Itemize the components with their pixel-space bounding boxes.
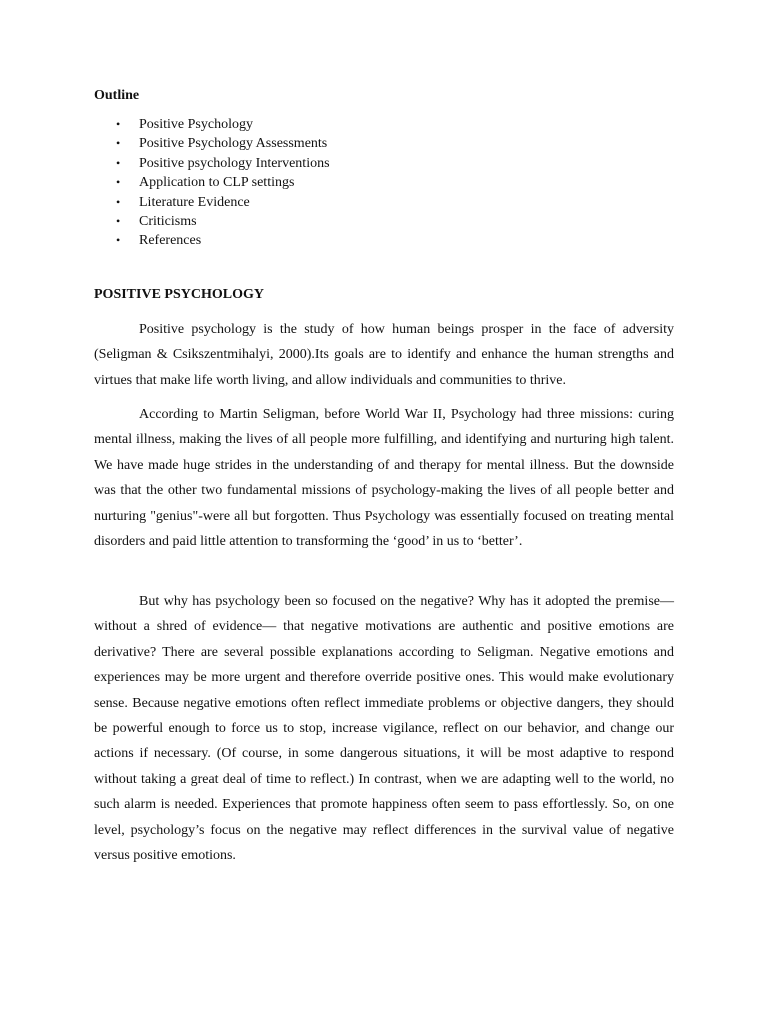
outline-item <box>94 115 654 134</box>
section-heading: POSITIVE PSYCHOLOGY <box>94 287 264 302</box>
bullet-icon: • <box>116 175 121 190</box>
outline-item-label: Positive Psychology <box>139 117 253 132</box>
outline-item-label: Criticisms <box>139 213 197 229</box>
outline-item <box>94 231 654 250</box>
body-paragraph: Positive psychology is the study of how human beings prosper in the face of adversity (Seligman & Csikszentmihalyi, 2000).Its goals are to identify and enhance the human strengths and virtues that make life worth living, and allow individuals and communities to thrive. <box>94 322 674 388</box>
outline-item-label: Application to CLP settings <box>139 175 295 191</box>
outline-item <box>94 212 654 231</box>
outline-item-label: Positive Psychology Assessments <box>139 136 328 152</box>
outline-item-label: Literature Evidence <box>139 194 250 210</box>
body-paragraph: But why has psychology been so focused on the negative? Why has it adopted the premise—without a shred of evidence— that negative motivations are authentic and positive emotions are derivative? There are several possible explanations according to Seligman. Negative emotions and experiences may be more urgent and therefore override positive ones. This would make evolutionary sense. Because negative emotions often reflect immediate problems or objective dangers, they should be powerful enough to force us to stop, increase vigilance, reflect on our behavior, and change our actions if necessary. (Of course, in some dangerous situations, it will be most adaptive to respond without taking a great deal of time to reflect.) In contrast, when we are adapting well to the world, no such alarm is needed. Experiences that promote happiness often seem to pass effortlessly. So, on one level, psychology’s focus on the negative may reflect differences in the survival value of negative versus positive emotions. <box>94 594 674 864</box>
bullet-icon: • <box>116 155 121 170</box>
bullet-icon: • <box>116 233 121 248</box>
outline-title: Outline <box>94 88 140 103</box>
bullet-icon: • <box>116 117 121 131</box>
bullet-icon: • <box>116 136 121 151</box>
bullet-icon: • <box>116 213 121 228</box>
outline-item-label: References <box>139 233 202 249</box>
outline-item <box>94 173 654 192</box>
outline-list <box>94 115 654 251</box>
outline-item <box>94 134 654 153</box>
outline-item <box>94 193 654 212</box>
body-paragraph: According to Martin Seligman, before World War II, Psychology had three missions: curing mental illness, making the lives of all people more fulfilling, and identifying and nurturing high talent. We have made huge strides in the understanding of and therapy for mental illness. But the downside was that the other two fundamental missions of psychology-making the lives of all people better and nurturing "genius"-were all but forgotten. Thus Psychology was essentially focused on treating mental disorders and paid little attention to transforming the ‘good’ in us to ‘better’. <box>94 407 674 550</box>
bullet-icon: • <box>116 194 121 209</box>
outline-item-label: Positive psychology Interventions <box>139 155 330 171</box>
outline-item <box>94 154 654 173</box>
